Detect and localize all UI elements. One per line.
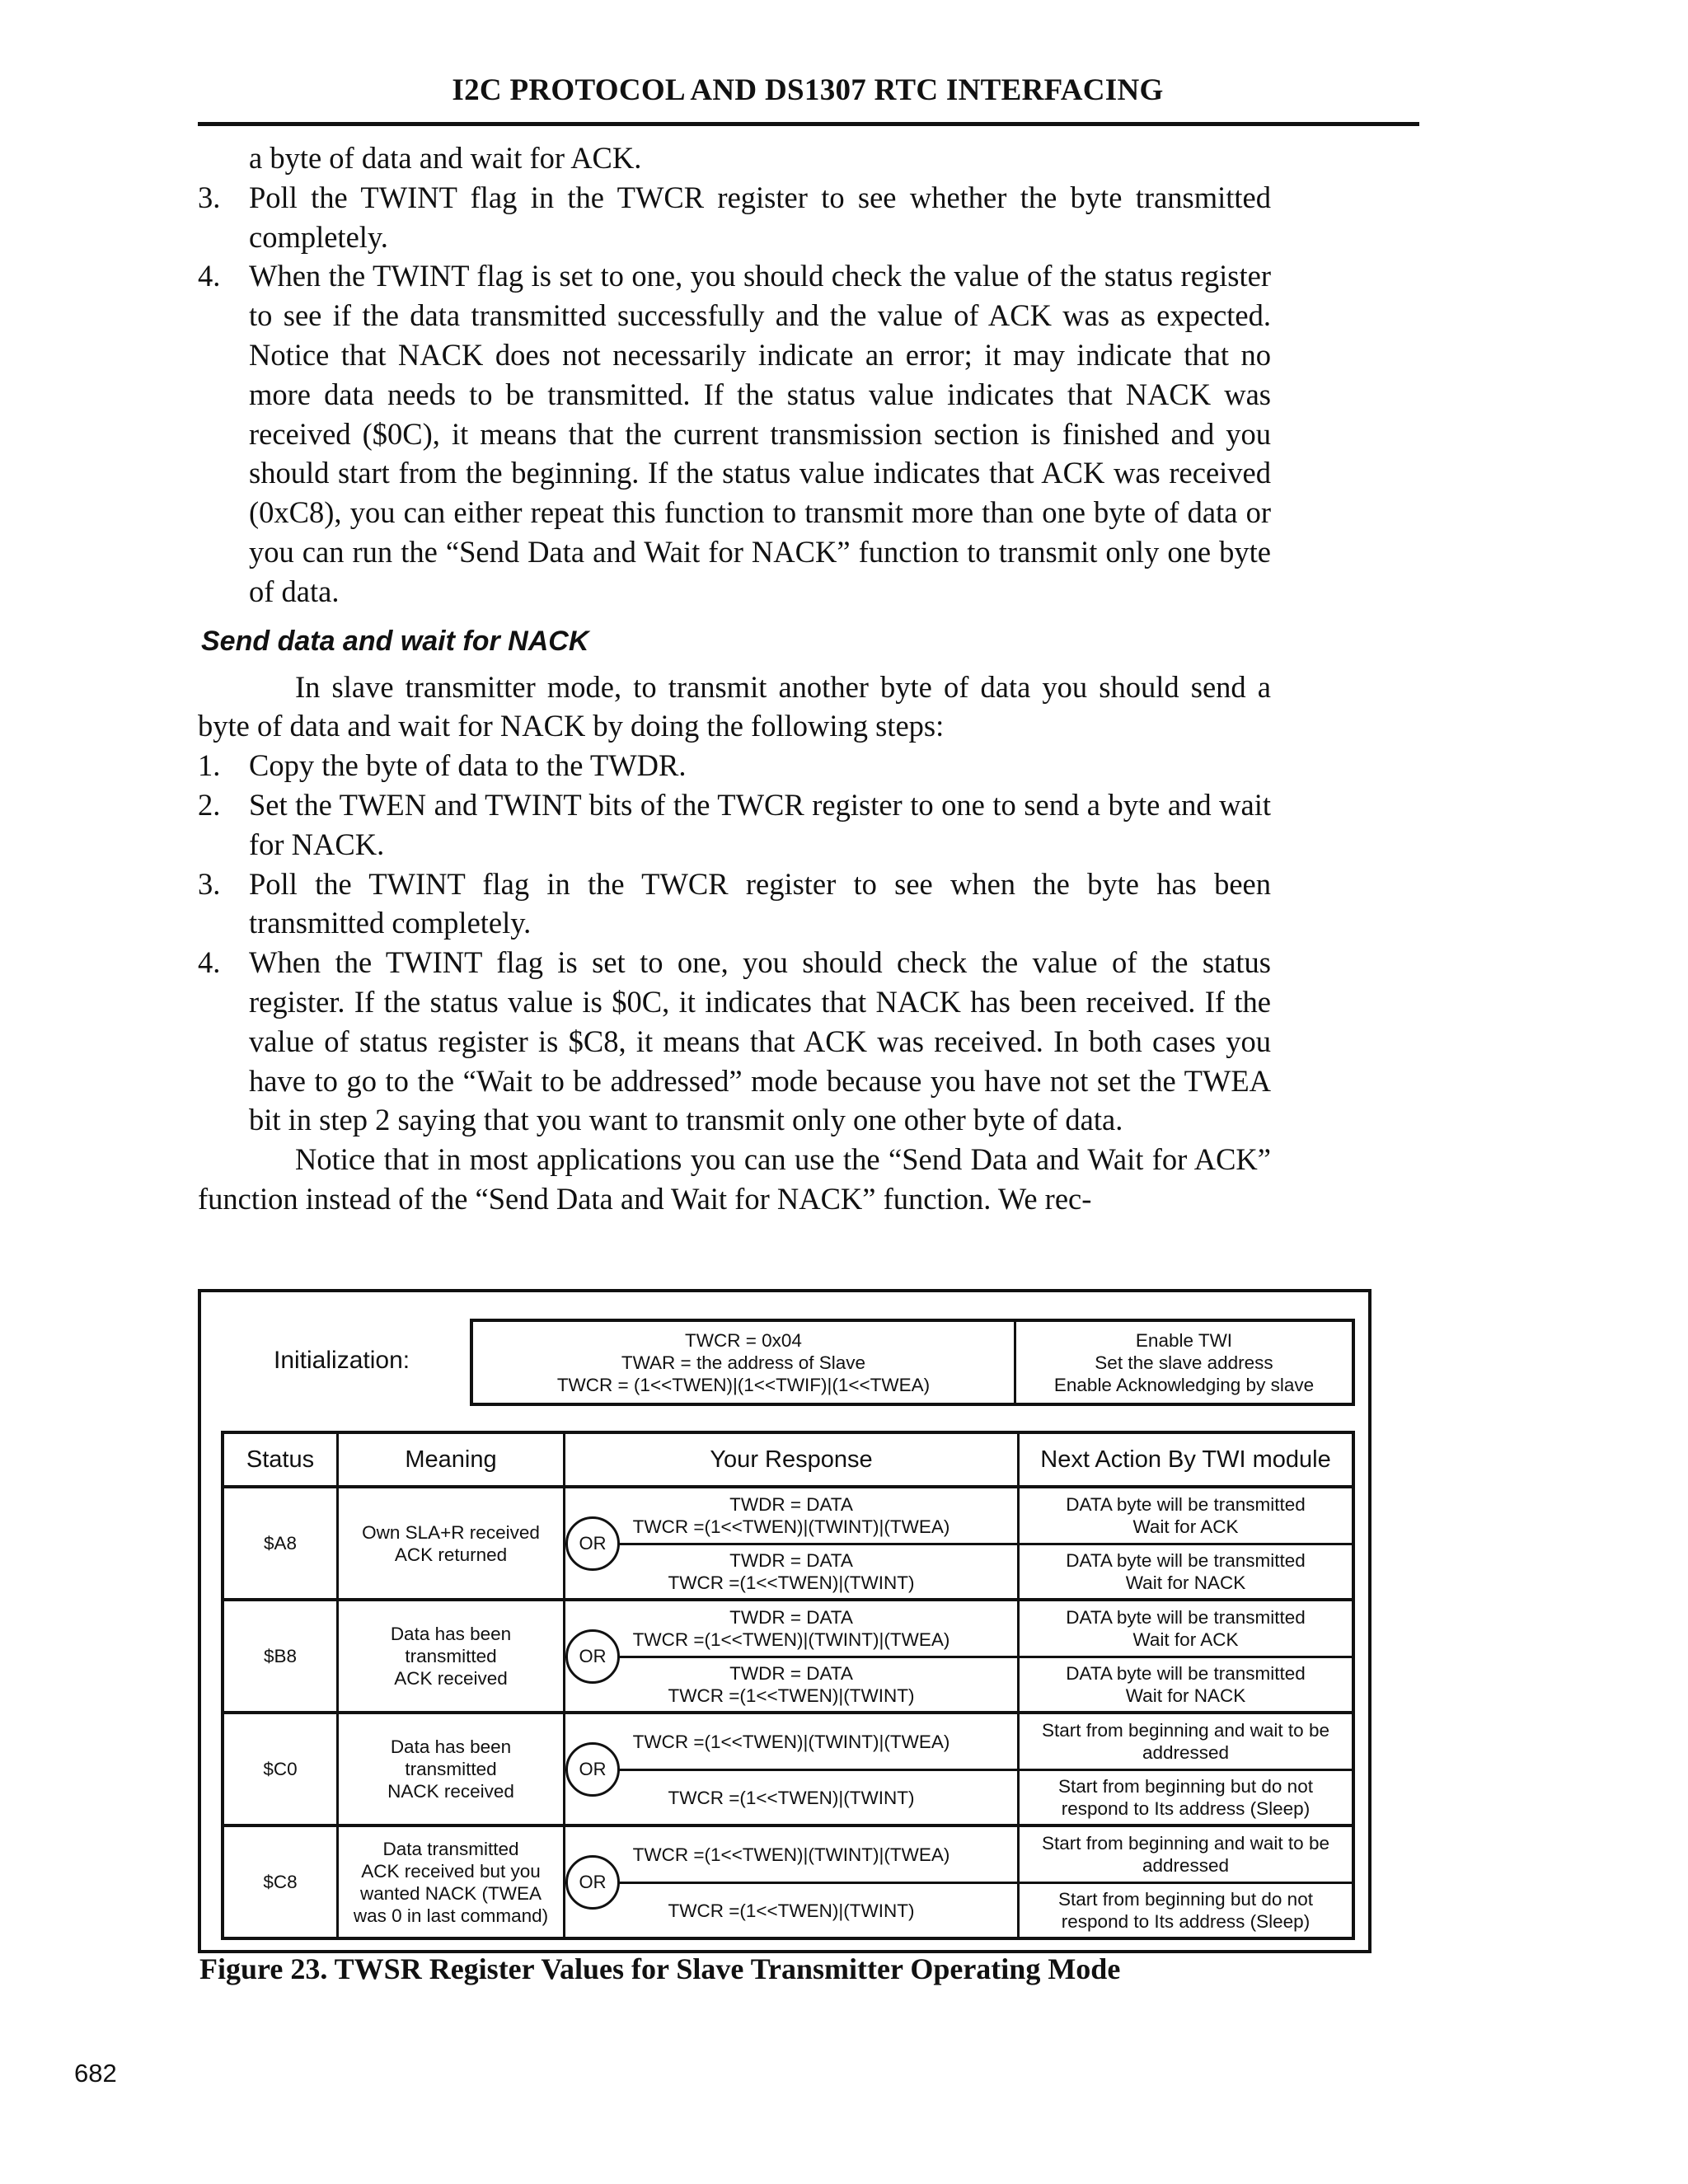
- init-desc-line: Enable TWI: [1135, 1329, 1233, 1351]
- row-split-line: [565, 1656, 1352, 1658]
- text-line: DATA byte will be transmitted: [1066, 1494, 1306, 1515]
- intro-paragraph: In slave transmitter mode, to transmit another byte of data you should send a byte of data and wait for NACK by doing the following steps:: [198, 669, 1271, 743]
- row-split-line: [565, 1769, 1352, 1771]
- list-item: [198, 785, 1271, 865]
- init-label: Initialization:: [274, 1347, 410, 1374]
- next-action-1: [1020, 1827, 1352, 1882]
- next-action-2: [1020, 1884, 1352, 1937]
- text-line: ACK returned: [394, 1544, 508, 1565]
- next-action-2: [1020, 1545, 1352, 1598]
- row-split-line: [565, 1543, 1352, 1545]
- text-line: Start from beginning and wait to be: [1042, 1833, 1329, 1854]
- init-code-line: TWAR = the address of Slave: [621, 1352, 866, 1373]
- text-line: TWDR = DATA: [729, 1550, 853, 1571]
- text-line: Start from beginning but do not: [1058, 1776, 1313, 1797]
- list-text: When the TWINT flag is set to one, you should check the value of the status register. If the status value is $0C, it indicates that NACK has been received. If the value of status register is $C8, it means that ACK was received. In both cases you have to go to the “Wait to be addressed” mode because you have not set the TWEA bit in step 2 saying that you want to transmit only one other byte of data.: [249, 945, 1271, 1137]
- text-line: ACK received but you: [361, 1860, 541, 1882]
- text-line: DATA byte will be transmitted: [1066, 1663, 1306, 1684]
- init-box: [470, 1319, 1355, 1406]
- body-text: [198, 138, 1271, 1219]
- status-meaning: [339, 1714, 563, 1824]
- response-option-1: [565, 1488, 1017, 1543]
- text-line: Wait for NACK: [1125, 1572, 1246, 1593]
- response-option-2: [565, 1884, 1017, 1937]
- status-meaning: [339, 1488, 563, 1598]
- next-action-2: [1020, 1771, 1352, 1824]
- text-line: TWCR =(1<<TWEN)|(TWINT)|(TWEA): [632, 1844, 950, 1865]
- response-option-1: [565, 1601, 1017, 1656]
- twsr-figure: [198, 1289, 1372, 1953]
- or-marker: OR: [565, 1516, 620, 1571]
- table-header-row: [224, 1434, 1352, 1488]
- next-action-1: [1020, 1601, 1352, 1656]
- table-row: [224, 1827, 1352, 1940]
- text-line: DATA byte will be transmitted: [1066, 1550, 1306, 1571]
- header-response: Your Response: [710, 1446, 873, 1473]
- text-line: TWCR =(1<<TWEN)|(TWINT): [668, 1685, 915, 1706]
- row-split-line: [565, 1882, 1352, 1884]
- or-marker: OR: [565, 1742, 620, 1797]
- text-line: Wait for ACK: [1132, 1516, 1239, 1537]
- status-code: $B8: [263, 1646, 298, 1666]
- text-line: TWDR = DATA: [729, 1607, 853, 1628]
- init-desc-line: Set the slave address: [1095, 1352, 1273, 1373]
- table-row: [224, 1488, 1352, 1601]
- table-row: [224, 1714, 1352, 1827]
- text-line: addressed: [1142, 1742, 1230, 1763]
- text-line: was 0 in last command): [353, 1905, 549, 1926]
- list-text: Set the TWEN and TWINT bits of the TWCR register to one to send a byte and wait for NACK.: [249, 787, 1271, 861]
- status-table: [221, 1431, 1355, 1940]
- status-meaning: [339, 1601, 563, 1711]
- text-line: Wait for NACK: [1125, 1685, 1246, 1706]
- next-action-2: [1020, 1658, 1352, 1711]
- text-line: TWDR = DATA: [729, 1663, 853, 1684]
- text-line: ACK received: [394, 1668, 508, 1689]
- next-action-1: [1020, 1714, 1352, 1769]
- text-line: respond to Its address (Sleep): [1061, 1798, 1311, 1819]
- text-line: Wait for ACK: [1132, 1629, 1239, 1650]
- status-meaning: [339, 1827, 563, 1937]
- text-line: Start from beginning and wait to be: [1042, 1720, 1329, 1741]
- text-line: TWCR =(1<<TWEN)|(TWINT): [668, 1572, 915, 1593]
- text-line: transmitted: [405, 1759, 497, 1779]
- status-code: $C0: [263, 1759, 298, 1779]
- text-line: NACK received: [387, 1781, 514, 1802]
- list-number: 3.: [198, 866, 221, 901]
- list-item: [198, 865, 1271, 944]
- response-option-1: [565, 1827, 1017, 1882]
- text-line: wanted NACK (TWEA: [359, 1882, 542, 1904]
- text-line: TWDR = DATA: [729, 1494, 853, 1515]
- or-marker: OR: [565, 1629, 620, 1684]
- list-item: [198, 256, 1271, 611]
- text-line: Own SLA+R received: [362, 1521, 540, 1543]
- list-text: Copy the byte of data to the TWDR.: [249, 748, 687, 783]
- or-marker: OR: [565, 1855, 620, 1910]
- closing-paragraph: Notice that in most applications you can use the “Send Data and Wait for ACK” function instead of the “Send Data and Wait for NACK” function. We rec-: [198, 1142, 1271, 1216]
- list-number: 2.: [198, 787, 221, 822]
- text-line: Data has been: [390, 1736, 512, 1757]
- list-text: When the TWINT flag is set to one, you should check the value of the status register to see if the data transmitted successfully and the value of ACK was as expected. Notice that NACK does not necessarily indicate an error; it may indicate that no more data needs to be transmitted. If the status value indicates that NACK was received ($0C), it means that the current transmission section is finished and you should start from the beginning. If the status value indicates that ACK was received (0xC8), you can either repeat this function to transmit more than one byte of data or you can run the “Send Data and Wait for NACK” function to transmit only one byte of data.: [249, 259, 1271, 608]
- header-rule: [198, 122, 1419, 126]
- response-option-1: [565, 1714, 1017, 1769]
- list-item: [198, 178, 1271, 257]
- text-line: addressed: [1142, 1855, 1230, 1876]
- status-code: $A8: [263, 1533, 298, 1554]
- text-line: DATA byte will be transmitted: [1066, 1607, 1306, 1628]
- list-number: 4.: [198, 945, 221, 980]
- list-item: [198, 746, 1271, 785]
- text-line: TWCR =(1<<TWEN)|(TWINT)|(TWEA): [632, 1629, 950, 1650]
- response-option-2: [565, 1771, 1017, 1824]
- text-line: TWCR =(1<<TWEN)|(TWINT)|(TWEA): [632, 1731, 950, 1752]
- list-number: 1.: [198, 748, 221, 783]
- text-line: TWCR =(1<<TWEN)|(TWINT): [668, 1787, 915, 1808]
- response-option-2: [565, 1545, 1017, 1598]
- init-code-line: TWCR = 0x04: [685, 1329, 802, 1351]
- running-header: I2C PROTOCOL AND DS1307 RTC INTERFACING: [452, 73, 1164, 107]
- text-line: respond to Its address (Sleep): [1061, 1911, 1311, 1932]
- list-text: Poll the TWINT flag in the TWCR register to see whether the byte transmitted completely.: [249, 180, 1271, 254]
- text-line: Data has been: [390, 1624, 512, 1644]
- list-number: 4.: [198, 259, 221, 293]
- table-row: [224, 1601, 1352, 1714]
- header-status: Status: [246, 1446, 315, 1473]
- section-subheading: Send data and wait for NACK: [201, 625, 589, 657]
- init-desc-line: Enable Acknowledging by slave: [1053, 1374, 1315, 1395]
- response-option-2: [565, 1658, 1017, 1711]
- text-line: TWCR =(1<<TWEN)|(TWINT): [668, 1900, 915, 1921]
- list-item: [198, 943, 1271, 1140]
- figure-caption: Figure 23. TWSR Register Values for Slave Transmitter Operating Mode: [199, 1952, 1121, 1985]
- text-line: transmitted: [405, 1646, 497, 1666]
- next-action-1: [1020, 1488, 1352, 1543]
- init-code: [473, 1322, 1016, 1403]
- text-line: Start from beginning but do not: [1058, 1889, 1313, 1910]
- page-number: 682: [74, 2059, 117, 2088]
- continuation-text: a byte of data and wait for ACK.: [249, 141, 642, 175]
- list-number: 3.: [198, 180, 221, 214]
- text-line: TWCR =(1<<TWEN)|(TWINT)|(TWEA): [632, 1516, 950, 1537]
- header-next-action: Next Action By TWI module: [1040, 1446, 1331, 1473]
- init-description: [1016, 1322, 1352, 1403]
- text-line: Data transmitted: [382, 1838, 519, 1859]
- status-code: $C8: [263, 1872, 298, 1892]
- init-code-line: TWCR = (1<<TWEN)|(1<<TWIF)|(1<<TWEA): [556, 1374, 931, 1395]
- list-text: Poll the TWINT flag in the TWCR register to see when the byte has been transmitted completely.: [249, 866, 1271, 940]
- header-meaning: Meaning: [405, 1446, 497, 1473]
